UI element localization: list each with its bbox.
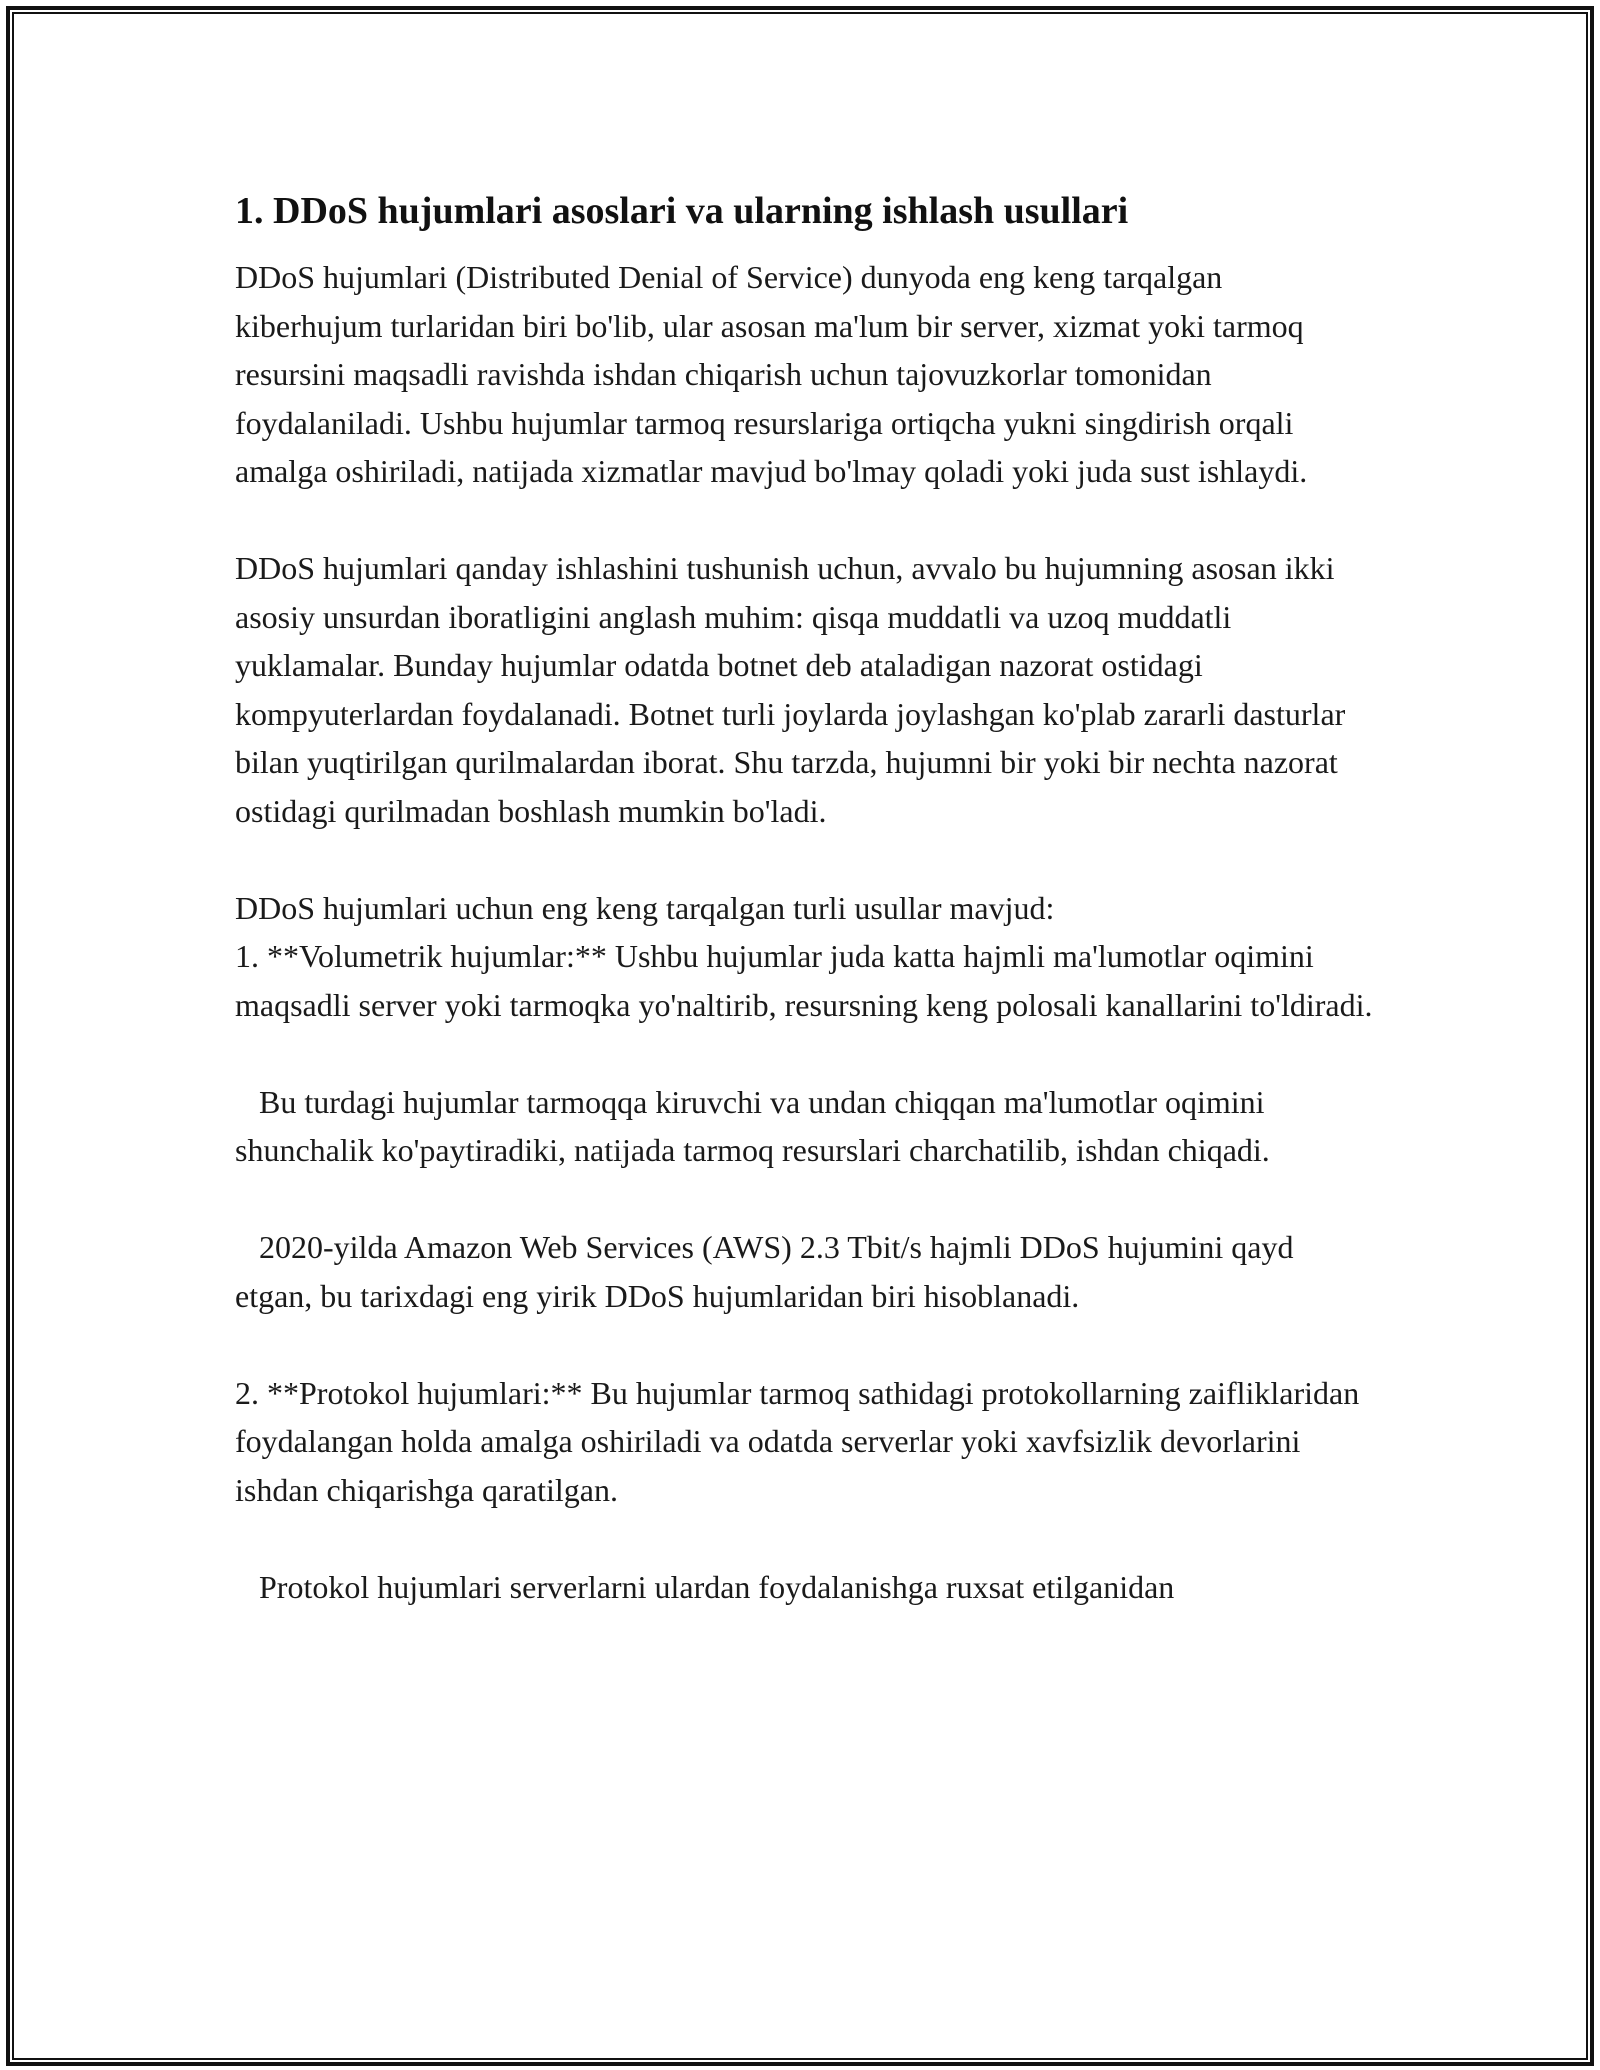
paragraph-gap bbox=[235, 1514, 1375, 1563]
paragraph-how-it-works: DDoS hujumlari qanday ishlashini tushunish uchun, avvalo bu hujumning asosan ikki asosiy unsurdan iboratligini anglash muhim: qisqa muddatli va uzoq muddatli yuklamalar. Bunday hujumlar odatda botnet deb ataladigan nazorat ostidagi kompyuterlardan foydalanadi. Botnet turli joylarda joylashgan ko'plab zararli dasturlar bilan yuqtirilgan qurilmalardan iborat. Shu tarzda, hujumni bir yoki bir nechta nazorat ostidagi qurilmadan boshlash mumkin bo'ladi. bbox=[235, 550, 1354, 829]
paragraph-gap bbox=[235, 496, 1375, 545]
document-body bbox=[235, 185, 1375, 1611]
paragraph-volumetric-detail: Bu turdagi hujumlar tarmoqqa kiruvchi va undan chiqqan ma'lumotlar oqimini shunchalik ko'paytiradiki, natijada tarmoq resurslari charchatilib, ishdan chiqadi. bbox=[235, 1083, 1273, 1168]
paragraph-aws-example: 2020-yilda Amazon Web Services (AWS) 2.3 Tbit/s hajmli DDoS hujumini qayd etgan, bu tarixdagi eng yirik DDoS hujumlaridan biri hisoblanadi. bbox=[235, 1229, 1302, 1314]
section-title: 1. DDoS hujumlari asoslari va ularning ishlash usullari bbox=[235, 190, 1129, 232]
paragraph-protocol-detail: Protokol hujumlari serverlarni ulardan foydalanishga ruxsat etilganidan bbox=[235, 1568, 1175, 1605]
list-item-volumetric: 1. **Volumetrik hujumlar:** Ushbu hujumlar juda katta hajmli ma'lumotlar oqimini maqsadli server yoki tarmoqka yo'naltirib, resursning keng polosali kanallarini to'ldiradi. bbox=[235, 938, 1373, 1023]
paragraph-gap bbox=[235, 1320, 1375, 1369]
paragraph-methods-intro: DDoS hujumlari uchun eng keng tarqalgan turli usullar mavjud: bbox=[235, 889, 1055, 926]
paragraph-intro: DDoS hujumlari (Distributed Denial of Service) dunyoda eng keng tarqalgan kiberhujum turlaridan biri bo'lib, ular asosan ma'lum bir server, xizmat yoki tarmoq resursini maqsadli ravishda ishdan chiqarish uchun tajovuzkorlar tomonidan foydalaniladi. Ushbu hujumlar tarmoq resurslariga ortiqcha yukni singdirish orqali amalga oshiriladi, natijada xizmatlar mavjud bo'lmay qoladi yoki juda sust ishlaydi. bbox=[235, 259, 1312, 489]
list-item-protocol: 2. **Protokol hujumlari:** Bu hujumlar tarmoq sathidagi protokollarning zaifliklaridan foydalangan holda amalga oshiriladi va odatda serverlar yoki xavfsizlik devorlarini ishdan chiqarishga qaratilgan. bbox=[235, 1374, 1368, 1508]
paragraph-gap bbox=[235, 1029, 1375, 1078]
paragraph-gap bbox=[235, 835, 1375, 884]
paragraph-gap bbox=[235, 1175, 1375, 1224]
